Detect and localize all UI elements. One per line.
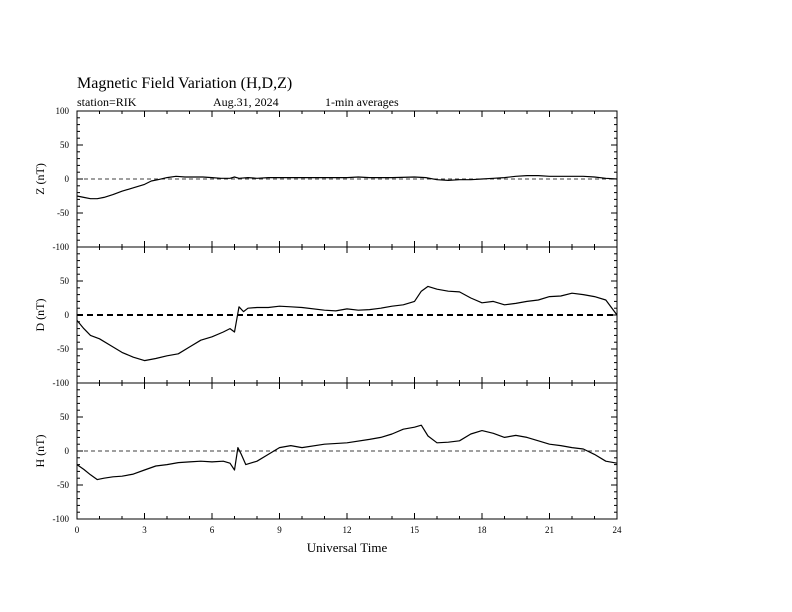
station-label: station=RIK [77,95,137,109]
y-tick-label: -50 [57,344,69,354]
x-tick-label: 15 [410,525,419,535]
y-tick-label: 0 [64,446,69,456]
y-tick-label: -100 [52,378,69,388]
x-tick-label: 12 [342,525,352,535]
y-axis-label: Z (nT) [33,163,47,195]
y-tick-label: -50 [57,480,69,490]
chart-title: Magnetic Field Variation (H,D,Z) [77,75,293,92]
x-tick-label: 0 [74,525,80,535]
y-tick-label: 50 [60,412,69,422]
x-tick-label: 21 [545,525,554,535]
x-axis-label: Universal Time [306,540,388,555]
panel-1 [33,247,617,388]
y-axis-label: H (nT) [33,434,47,468]
y-tick-label: 100 [55,106,69,116]
averaging-label: 1-min averages [325,95,399,109]
x-tick-label: 3 [142,525,147,535]
y-tick-label: 50 [60,140,69,150]
y-tick-label: -50 [57,208,69,218]
x-tick-label: 9 [277,525,282,535]
series-line [77,425,617,479]
series-line [77,286,617,360]
x-tick-label: 18 [477,525,487,535]
x-tick-label: 6 [209,525,215,535]
x-tick-label: 24 [612,525,622,535]
y-axis-label: D (nT) [33,298,47,332]
y-tick-label: -100 [52,514,69,524]
panel-0 [33,106,617,252]
y-tick-label: 0 [64,310,69,320]
y-tick-label: 50 [60,276,69,286]
date-label: Aug.31, 2024 [213,95,279,109]
y-tick-label: -100 [52,242,69,252]
panel-2 [33,383,617,524]
y-tick-label: 0 [64,174,69,184]
